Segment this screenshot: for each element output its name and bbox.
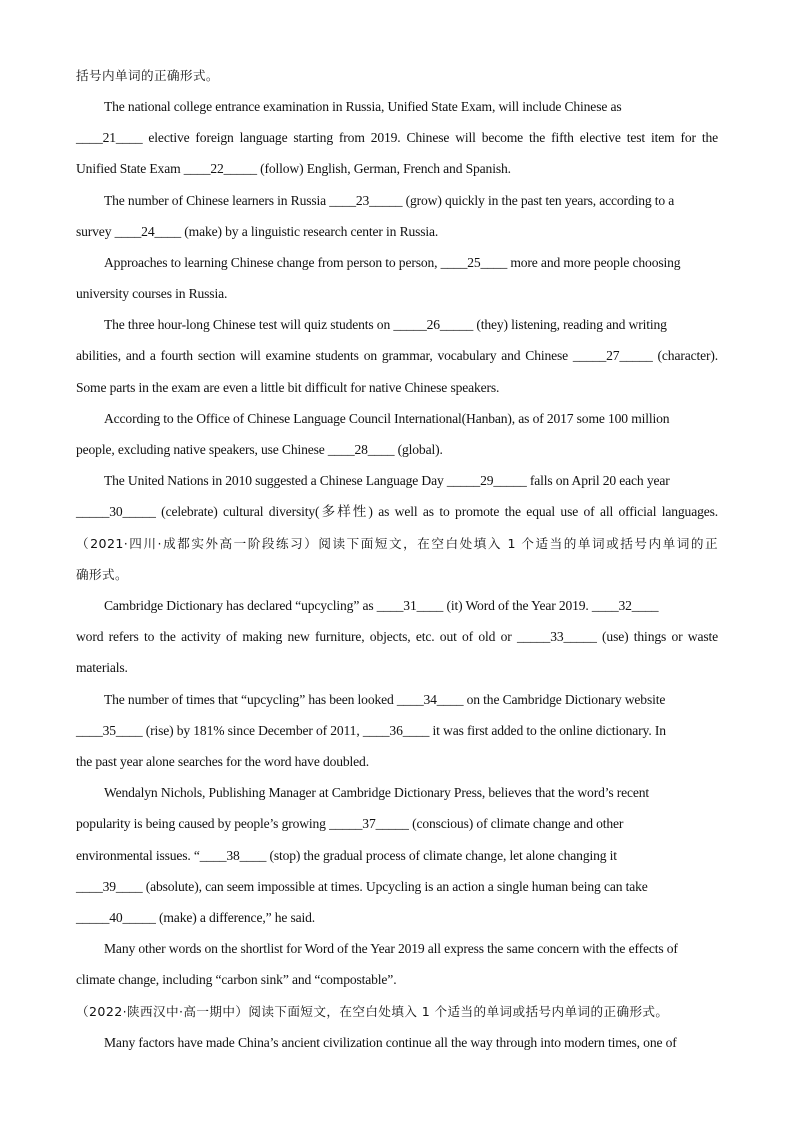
text-line-25: environmental issues. “____38____ (stop) the gradual process of climate change, let alone changing it (76, 848, 617, 863)
text-line-13: The United Nations in 2010 suggested a Chinese Language Day _____29_____ falls on April 20 each year (104, 473, 670, 488)
section-heading-2021: （2021·四川·成都实外高一阶段练习）阅读下面短文，在空白处填入 1 个适当的单词或括号内单词的正 (76, 536, 718, 551)
text-line-4: The number of Chinese learners in Russia ____23_____ (grow) quickly in the past ten years, according to a (104, 193, 675, 208)
text-line-1: The national college entrance examination in Russia, Unified State Exam, will include Chinese as (104, 99, 622, 114)
text-line-5: survey ____24____ (make) by a linguistic research center in Russia. (76, 224, 439, 239)
text-line-3: Unified State Exam ____22_____ (follow) English, German, French and Spanish. (76, 161, 511, 176)
text-line-19: materials. (76, 660, 128, 675)
text-line-20: The number of times that “upcycling” has been looked ____34____ on the Cambridge Dictionary website (104, 692, 666, 707)
text-line-29: climate change, including “carbon sink” and “compostable”. (76, 972, 397, 987)
text-line-28: Many other words on the shortlist for Word of the Year 2019 all express the same concern with the effects of (104, 941, 678, 956)
text-line-14: _____30_____ (celebrate) cultural diversity(多样性) as well as to promote the equal use of all official languages. (76, 504, 718, 519)
text-line-21: ____35____ (rise) by 181% since December of 2011, ____36____ it was first added to the online dictionary. In (76, 723, 666, 738)
text-line-27: _____40_____ (make) a difference,” he said. (76, 910, 316, 925)
text-line-11: According to the Office of Chinese Language Council International(Hanban), as of 2017 some 100 million (104, 411, 670, 426)
text-line-8: The three hour-long Chinese test will quiz students on _____26_____ (they) listening, reading and writing (104, 317, 667, 332)
section-heading-2021-cont: 确形式。 (76, 567, 128, 582)
text-line-18: word refers to the activity of making new furniture, objects, etc. out of old or _____33_____ (use) things or waste (76, 629, 718, 644)
section-heading-2022: （2022·陕西汉中·高一期中）阅读下面短文，在空白处填入 1 个适当的单词或括号内单词的正确形式。 (76, 1004, 669, 1019)
text-line-6: Approaches to learning Chinese change from person to person, ____25____ more and more people choosing (104, 255, 681, 270)
text-line-26: ____39____ (absolute), can seem impossible at times. Upcycling is an action a single human being can take (76, 879, 648, 894)
text-line-31: Many factors have made China’s ancient civilization continue all the way through into modern times, one of (104, 1035, 677, 1050)
text-line-9: abilities, and a fourth section will examine students on grammar, vocabulary and Chinese _____27_____ (character). (76, 348, 718, 363)
text-line-23: Wendalyn Nichols, Publishing Manager at Cambridge Dictionary Press, believes that the word’s recent (104, 785, 650, 800)
text-line-17: Cambridge Dictionary has declared “upcycling” as ____31____ (it) Word of the Year 2019. ____32____ (104, 598, 659, 613)
text-line-10: Some parts in the exam are even a little bit difficult for native Chinese speakers. (76, 380, 500, 395)
text-line-12: people, excluding native speakers, use Chinese ____28____ (global). (76, 442, 443, 457)
text-line-7: university courses in Russia. (76, 286, 228, 301)
text-line-22: the past year alone searches for the word have doubled. (76, 754, 369, 769)
text-line-0: 括号内单词的正确形式。 (76, 68, 219, 83)
text-line-2: ____21____ elective foreign language starting from 2019. Chinese will become the fifth elective test item for the (76, 130, 718, 145)
text-line-24: popularity is being caused by people’s growing _____37_____ (conscious) of climate change and other (76, 816, 624, 831)
